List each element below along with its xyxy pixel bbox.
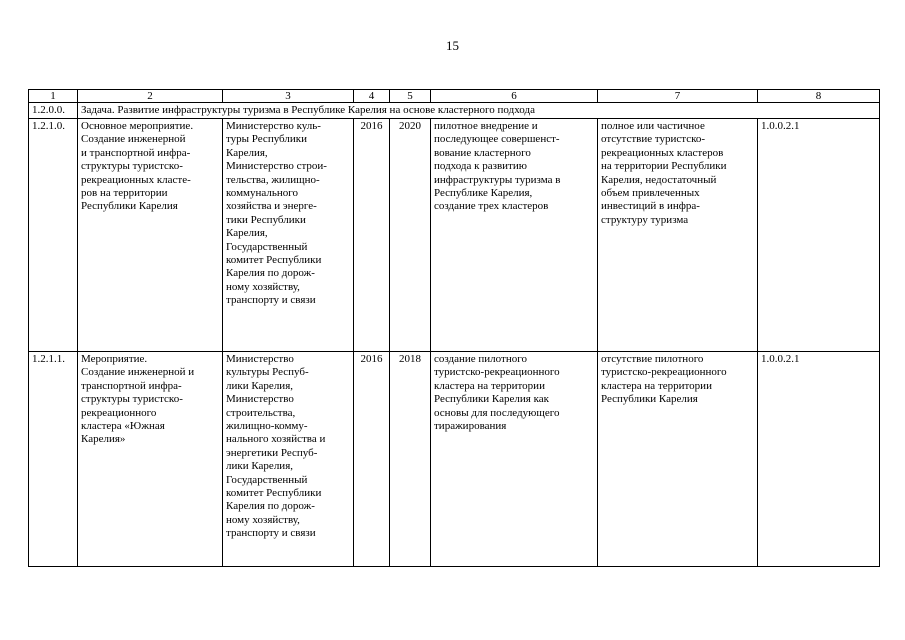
task-code: 1.2.0.0. — [29, 103, 78, 119]
measures-table — [28, 89, 880, 567]
header-cell-7: 7 — [598, 90, 758, 103]
row-name: Мероприятие. Создание инженерной и транспортной инфра- структуры туристско- рекреационного кластера «Южная Карелия» — [78, 352, 223, 567]
row-code: 1.2.1.1. — [29, 352, 78, 567]
header-cell-8: 8 — [758, 90, 880, 103]
row-end-year: 2020 — [390, 119, 431, 352]
row-result: создание пилотного туристско-рекреационного кластера на территории Республики Карелия как основы для последующего тиражирования — [431, 352, 598, 567]
row-end-year: 2018 — [390, 352, 431, 567]
task-text: Задача. Развитие инфраструктуры туризма в Республике Карелия на основе кластерного подхода — [78, 103, 880, 119]
header-cell-1: 1 — [29, 90, 78, 103]
row-result: пилотное внедрение и последующее совершенст- вование кластерного подхода к развитию инфраструктуры туризма в Республике Карелия, создание трех кластеров — [431, 119, 598, 352]
row-code: 1.2.1.0. — [29, 119, 78, 352]
header-cell-6: 6 — [431, 90, 598, 103]
header-row — [29, 90, 880, 103]
row-start-year: 2016 — [354, 119, 390, 352]
row-executor: Министерство куль- туры Республики Карелия, Министерство строи- тельства, жилищно- коммунального хозяйства и энерге- тики Республики Карелия, Государственный комитет Республики Карелия по дорож- ному хозяйству, транспорту и связи — [223, 119, 354, 352]
row-indicator: 1.0.0.2.1 — [758, 119, 880, 352]
row-start-year: 2016 — [354, 352, 390, 567]
header-cell-4: 4 — [354, 90, 390, 103]
header-cell-5: 5 — [390, 90, 431, 103]
page-number: 15 — [446, 38, 459, 53]
header-cell-3: 3 — [223, 90, 354, 103]
table-row — [29, 119, 880, 352]
row-name: Основное мероприятие. Создание инженерной и транспортной инфра- структуры туристско- рекреационных класте- ров на территории Республики Карелия — [78, 119, 223, 352]
row-executor: Министерство культуры Респуб- лики Карелия, Министерство строительства, жилищно-комму- нального хозяйства и энергетики Респуб- лики Карелия, Государственный комитет Республики Карелия по дорож- ному хозяйству, транспорту и связи — [223, 352, 354, 567]
task-row — [29, 103, 880, 119]
table-row — [29, 352, 880, 567]
row-risks: полное или частичное отсутствие туристско- рекреационных кластеров на территории Республики Карелия, недостаточный объем привлеченных инвестиций в инфра- структуру туризма — [598, 119, 758, 352]
row-indicator: 1.0.0.2.1 — [758, 352, 880, 567]
row-risks: отсутствие пилотного туристско-рекреационного кластера на территории Республики Карелия — [598, 352, 758, 567]
header-cell-2: 2 — [78, 90, 223, 103]
